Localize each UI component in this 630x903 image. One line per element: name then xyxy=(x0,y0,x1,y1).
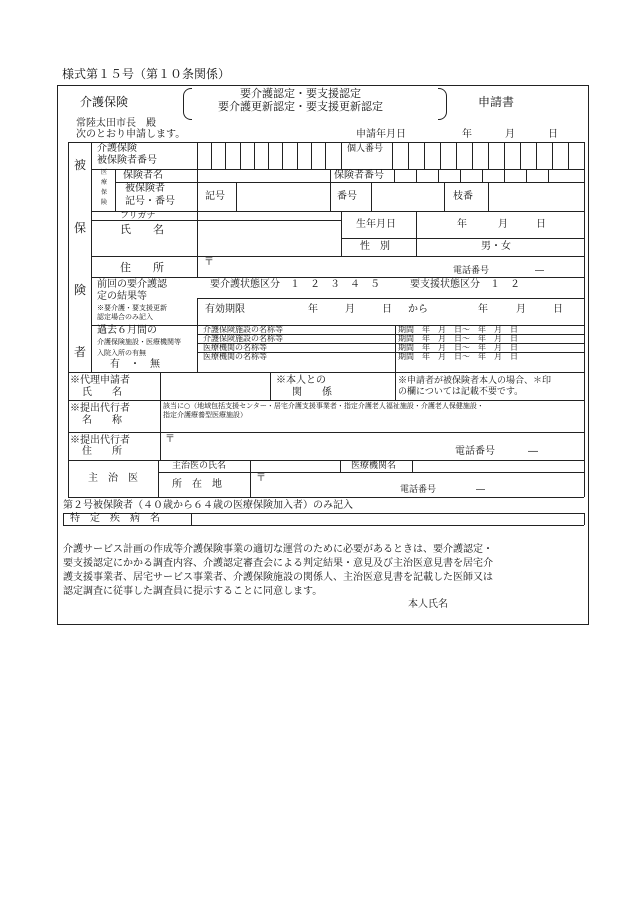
submitter-address-label-2: 住 所 xyxy=(82,446,122,457)
apply-day: 日 xyxy=(548,129,558,140)
validity-day: 日 xyxy=(382,304,392,315)
header-application: 申請書 xyxy=(478,95,515,109)
past-label-1: 過去６月間の xyxy=(97,325,157,336)
signature-field[interactable] xyxy=(458,598,582,614)
validity-year: 年 xyxy=(308,304,318,315)
apply-year: 年 xyxy=(462,129,472,140)
prev-note-1: ※要介護・要支援更新 xyxy=(97,304,167,312)
agent-relation-field[interactable] xyxy=(340,374,393,398)
sex-label: 性 別 xyxy=(360,241,390,252)
submitter-label-1: ※提出代行者 xyxy=(70,403,130,414)
birth-label: 生年月日 xyxy=(356,219,396,230)
birth-day: 日 xyxy=(536,219,546,230)
doctor-hospital-label: 医療機関名 xyxy=(351,461,397,471)
submitter-phone-label: 電話番号 xyxy=(455,446,495,457)
furigana-label: フリガナ xyxy=(120,211,156,221)
support-level-options[interactable]: 要支援状態区分 １ ２ xyxy=(410,279,520,290)
medical-side-4: 険 xyxy=(101,199,108,206)
medical-side-3: 保 xyxy=(101,189,108,196)
doctor-postal-mark: 〒 xyxy=(256,473,266,484)
doctor-phone-dash: ― xyxy=(476,485,485,495)
address-label: 住 所 xyxy=(120,261,164,274)
card-label-1: 被保険者 xyxy=(125,183,165,194)
validity-year-2: 年 xyxy=(478,304,488,315)
past-label-2: 介護保険施設・医療機関等 xyxy=(97,338,181,346)
facility-row-period: 期間 年 月 日～ 年 月 日 xyxy=(398,343,518,352)
submitter-note-1: 該当に○（地域包括支援センター・居宅介護支援事業者・指定介護老人福祉施設・介護老人保健施設・ xyxy=(163,402,484,410)
prev-note-2: 認定場合のみ記入 xyxy=(97,313,153,321)
insurance-number-label-2: 被保険者番号 xyxy=(97,155,157,166)
doctor-label: 主 治 医 xyxy=(88,473,138,484)
bracket-right xyxy=(438,88,447,120)
insured-side-char-1: 被 xyxy=(74,158,87,172)
form-number: 様式第１５号（第１０条関係） xyxy=(62,67,231,81)
consent-line-2: 要支援認定にかかる調査内容、介護認定審査会による判定結果・意見及び主治医意見書を居宅介 xyxy=(63,558,493,569)
apply-date-label: 申請年月日 xyxy=(356,129,406,140)
agent-label-1: ※代理申請者 xyxy=(70,375,130,386)
insured-side-char-3: 険 xyxy=(74,283,87,297)
addressee: 常陸太田市長 殿 xyxy=(76,118,156,129)
care-level-options[interactable]: 要介護状態区分 １ ２ ３ ４ ５ xyxy=(210,279,380,290)
facility-row-period: 期間 年 月 日～ 年 月 日 xyxy=(398,325,518,334)
facility-row-name: 介護保険施設の名称等 xyxy=(203,334,283,343)
consent-line-3: 護支援事業者、居宅サービス事業者、介護保険施設の関係人、主治医意見書を記載した医師又は xyxy=(63,572,493,583)
insurer-number-label: 保険者番号 xyxy=(334,170,384,181)
header-type-line1: 要介護認定・要支援認定 xyxy=(240,87,361,100)
type2-note: 第２号被保険者（４０歳から６４歳の医療保険加入者）のみ記入 xyxy=(63,500,353,511)
submitter-address-label-1: ※提出代行者 xyxy=(70,435,130,446)
intro-text: 次のとおり申請します。 xyxy=(76,129,186,140)
birth-year: 年 xyxy=(457,219,467,230)
facility-row-name: 介護保険施設の名称等 xyxy=(203,325,283,334)
submitter-label-2: 名 称 xyxy=(82,415,122,426)
prev-result-label-2: 定の結果等 xyxy=(97,291,147,302)
insured-side-char-4: 者 xyxy=(74,345,87,359)
name-field[interactable] xyxy=(198,221,340,255)
facility-row-name: 医療機関の名称等 xyxy=(203,343,267,352)
past-label-3: 入院入所の有無 xyxy=(97,349,146,357)
insured-side-char-2: 保 xyxy=(74,221,87,235)
header-insurance: 介護保険 xyxy=(80,95,129,109)
validity-from: から xyxy=(408,304,428,315)
medical-side-2: 療 xyxy=(101,179,108,186)
agent-label-2: 氏 名 xyxy=(82,387,122,398)
symbol-label: 記号 xyxy=(205,191,225,202)
signature-label: 本人氏名 xyxy=(408,599,448,610)
doctor-name-label: 主治医の氏名 xyxy=(172,461,227,471)
agent-note-2: の欄については記載不要です。 xyxy=(398,387,524,397)
address-postal-mark: 〒 xyxy=(204,257,214,268)
doctor-name-field[interactable] xyxy=(252,461,338,471)
consent-line-1: 介護サービス計画の作成等介護保険事業の適切な運営のために必要があるときは、要介護認定・ xyxy=(63,544,493,555)
submitter-address-field[interactable] xyxy=(176,434,582,458)
address-phone-dash: ― xyxy=(535,266,544,276)
doctor-phone-label: 電話番号 xyxy=(400,485,437,495)
medical-side-1: 医 xyxy=(101,169,108,176)
name-label: 氏 名 xyxy=(120,223,164,236)
card-label-2: 記号・番号 xyxy=(125,196,175,207)
validity-month-2: 月 xyxy=(516,304,526,315)
number-label: 番号 xyxy=(337,191,357,202)
submitter-name-field[interactable] xyxy=(162,420,582,431)
validity-day-2: 日 xyxy=(553,304,563,315)
furigana-field[interactable] xyxy=(198,212,340,220)
submitter-note-2: 指定介護療養型医療施設） xyxy=(163,411,247,419)
apply-month: 月 xyxy=(505,129,515,140)
agent-note-1: ※申請者が被保険者本人の場合、＊印 xyxy=(398,376,552,386)
facility-row-name: 医療機関の名称等 xyxy=(203,352,267,361)
consent-line-4: 認定調査に従事した調査員に提示することに同意します。 xyxy=(63,586,323,597)
personal-number-label: 個人番号 xyxy=(347,144,384,154)
doctor-address-label: 所 在 地 xyxy=(172,479,222,490)
validity-label: 有効期限 xyxy=(205,304,245,315)
branch-label: 枝番 xyxy=(453,191,473,202)
agent-relation-1: ※本人との xyxy=(276,375,326,386)
facility-row-period: 期間 年 月 日～ 年 月 日 xyxy=(398,334,518,343)
submitter-postal-mark: 〒 xyxy=(165,434,175,445)
insurance-number-label-1: 介護保険 xyxy=(97,143,137,154)
sex-options[interactable]: 男・女 xyxy=(481,241,511,252)
submitter-phone-dash: ― xyxy=(528,446,538,457)
birth-month: 月 xyxy=(498,219,508,230)
personal-number-field[interactable] xyxy=(393,143,583,168)
bracket-left xyxy=(183,88,192,120)
prev-result-label-1: 前回の要介護認 xyxy=(97,279,167,290)
doctor-address-field[interactable] xyxy=(266,473,582,496)
header-type-line2: 要介護更新認定・要支援更新認定 xyxy=(218,100,383,113)
disease-field[interactable] xyxy=(193,514,582,524)
agent-name-field[interactable] xyxy=(162,374,268,398)
disease-label: 特 定 疾 病 名 xyxy=(70,513,160,524)
agent-relation-2: 関 係 xyxy=(292,387,332,398)
insurance-number-field[interactable] xyxy=(198,143,340,168)
address-field[interactable] xyxy=(212,257,582,276)
past-yes-no[interactable]: 有 ・ 無 xyxy=(110,359,160,370)
address-phone-label: 電話番号 xyxy=(453,266,490,276)
facility-row-period: 期間 年 月 日～ 年 月 日 xyxy=(398,352,518,361)
doctor-hospital-field[interactable] xyxy=(414,461,582,471)
insurer-name-label: 保険者名 xyxy=(123,170,163,181)
validity-month: 月 xyxy=(345,304,355,315)
